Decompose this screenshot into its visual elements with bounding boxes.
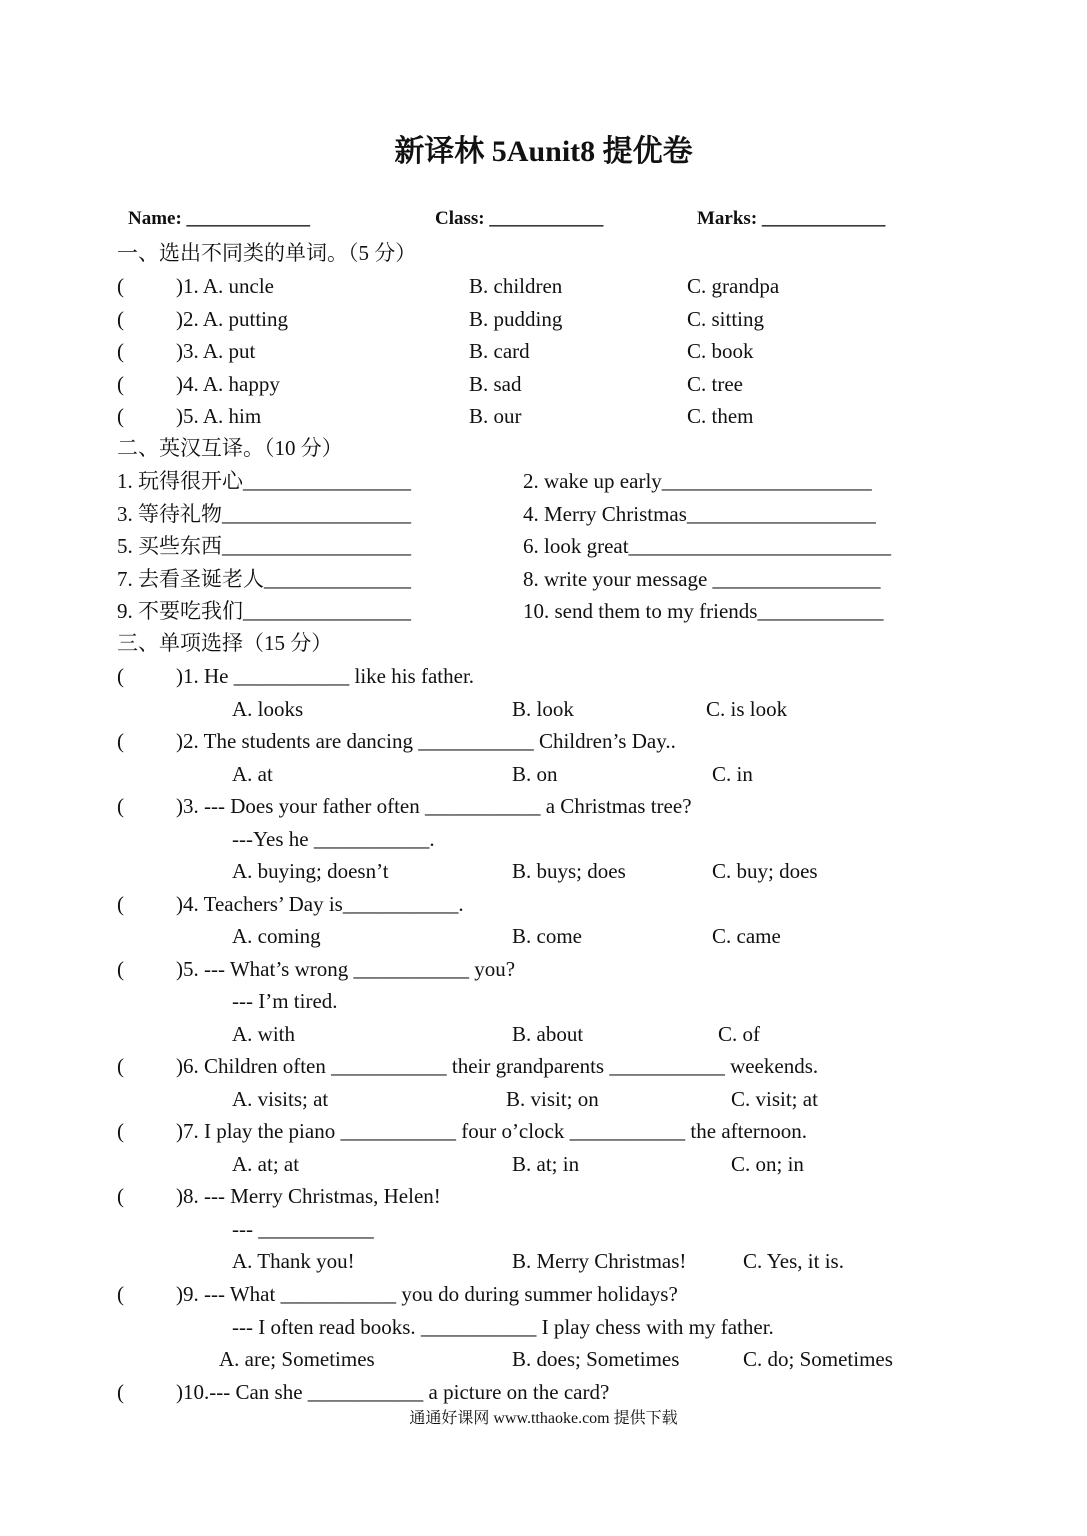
option-a: )2. A. putting	[176, 307, 289, 331]
option-c: C. visit; at	[731, 1087, 818, 1111]
option-c: C. them	[687, 404, 754, 428]
answer-paren: (	[117, 729, 124, 753]
translation-item: 7. 去看圣诞老人______________	[117, 567, 411, 591]
option-a: A. are; Sometimes	[219, 1347, 375, 1371]
question-line2: --- I often read books. ___________ I play chess with my father.	[232, 1315, 774, 1339]
option-c: C. in	[712, 762, 753, 786]
question-stem: )10.--- Can she ___________ a picture on the card?	[176, 1380, 610, 1404]
option-a: )5. A. him	[176, 404, 262, 428]
option-c: C. on; in	[731, 1152, 804, 1176]
option-c: C. buy; does	[712, 859, 818, 883]
answer-paren: (	[117, 1119, 124, 1143]
option-c: C. of	[718, 1022, 760, 1046]
option-b: B. buys; does	[512, 859, 626, 883]
option-b: B. come	[512, 924, 582, 948]
answer-paren: (	[117, 1282, 124, 1306]
option-b: B. Merry Christmas!	[512, 1249, 687, 1273]
answer-paren: (	[117, 664, 124, 688]
translation-item: 4. Merry Christmas__________________	[523, 502, 876, 526]
translation-item: 8. write your message ________________	[523, 567, 881, 591]
translation-item: 9. 不要吃我们________________	[117, 599, 411, 623]
option-c: C. Yes, it is.	[743, 1249, 844, 1273]
option-c: C. sitting	[687, 307, 765, 331]
translation-item: 6. look great_________________________	[523, 534, 892, 558]
answer-paren: (	[117, 1054, 124, 1078]
question-line2: --- ___________	[232, 1217, 374, 1241]
translation-item: 2. wake up early____________________	[523, 469, 872, 493]
option-a: A. at; at	[232, 1152, 300, 1176]
question-stem: )3. --- Does your father often ___________ a Christmas tree?	[176, 794, 692, 818]
section1-heading: 一、选出不同类的单词。（5 分）	[117, 241, 417, 265]
option-a: )3. A. put	[176, 339, 256, 363]
answer-paren: (	[117, 274, 124, 298]
option-a: A. with	[232, 1022, 295, 1046]
option-a: A. Thank you!	[232, 1249, 355, 1273]
page-title: 新译林 5Aunit8 提优卷	[394, 135, 693, 168]
question-stem: )4. Teachers’ Day is___________.	[176, 892, 464, 916]
option-a: )4. A. happy	[176, 372, 280, 396]
answer-paren: (	[117, 339, 124, 363]
option-b: B. pudding	[469, 307, 563, 331]
question-stem: )8. --- Merry Christmas, Helen!	[176, 1184, 441, 1208]
marks-field: Marks: _____________	[697, 208, 886, 229]
option-a: A. coming	[232, 924, 321, 948]
option-b: B. about	[512, 1022, 584, 1046]
option-c: C. grandpa	[687, 274, 780, 298]
option-b: B. at; in	[512, 1152, 580, 1176]
section2-heading: 二、英汉互译。（10 分）	[117, 436, 343, 460]
question-stem: )2. The students are dancing ___________ Children’s Day..	[176, 729, 676, 753]
translation-item: 3. 等待礼物__________________	[117, 502, 411, 526]
answer-paren: (	[117, 307, 124, 331]
answer-paren: (	[117, 1380, 124, 1404]
question-line2: --- I’m tired.	[232, 989, 338, 1013]
answer-paren: (	[117, 1184, 124, 1208]
question-stem: )5. --- What’s wrong ___________ you?	[176, 957, 516, 981]
page-footer: 通通好课网 www.tthaoke.com 提供下载	[409, 1410, 678, 1427]
option-b: B. on	[512, 762, 558, 786]
option-a: )1. A. uncle	[176, 274, 274, 298]
answer-paren: (	[117, 794, 124, 818]
translation-item: 10. send them to my friends____________	[523, 599, 884, 623]
option-c: C. tree	[687, 372, 743, 396]
question-stem: )9. --- What ___________ you do during summer holidays?	[176, 1282, 678, 1306]
answer-paren: (	[117, 957, 124, 981]
translation-item: 5. 买些东西__________________	[117, 534, 411, 558]
option-b: B. visit; on	[506, 1087, 599, 1111]
option-a: A. visits; at	[232, 1087, 329, 1111]
class-field: Class: ____________	[435, 208, 604, 229]
question-stem: )1. He ___________ like his father.	[176, 664, 475, 688]
option-c: C. is look	[706, 697, 788, 721]
answer-paren: (	[117, 892, 124, 916]
option-b: B. does; Sometimes	[512, 1347, 680, 1371]
option-b: B. sad	[469, 372, 522, 396]
section3-heading: 三、单项选择（15 分）	[117, 631, 333, 655]
option-c: C. do; Sometimes	[743, 1347, 893, 1371]
answer-paren: (	[117, 404, 124, 428]
option-c: C. book	[687, 339, 754, 363]
option-b: B. children	[469, 274, 563, 298]
option-a: A. at	[232, 762, 273, 786]
name-field: Name: _____________	[128, 208, 311, 229]
question-stem: )6. Children often ___________ their grandparents ___________ weekends.	[176, 1054, 819, 1078]
option-b: B. our	[469, 404, 522, 428]
option-b: B. look	[512, 697, 574, 721]
answer-paren: (	[117, 372, 124, 396]
option-c: C. came	[712, 924, 781, 948]
option-a: A. looks	[232, 697, 304, 721]
question-stem: )7. I play the piano ___________ four o’clock ___________ the afternoon.	[176, 1119, 808, 1143]
translation-item: 1. 玩得很开心________________	[117, 469, 411, 493]
option-b: B. card	[469, 339, 530, 363]
question-line2: ---Yes he ___________.	[232, 827, 435, 851]
option-a: A. buying; doesn’t	[232, 859, 389, 883]
